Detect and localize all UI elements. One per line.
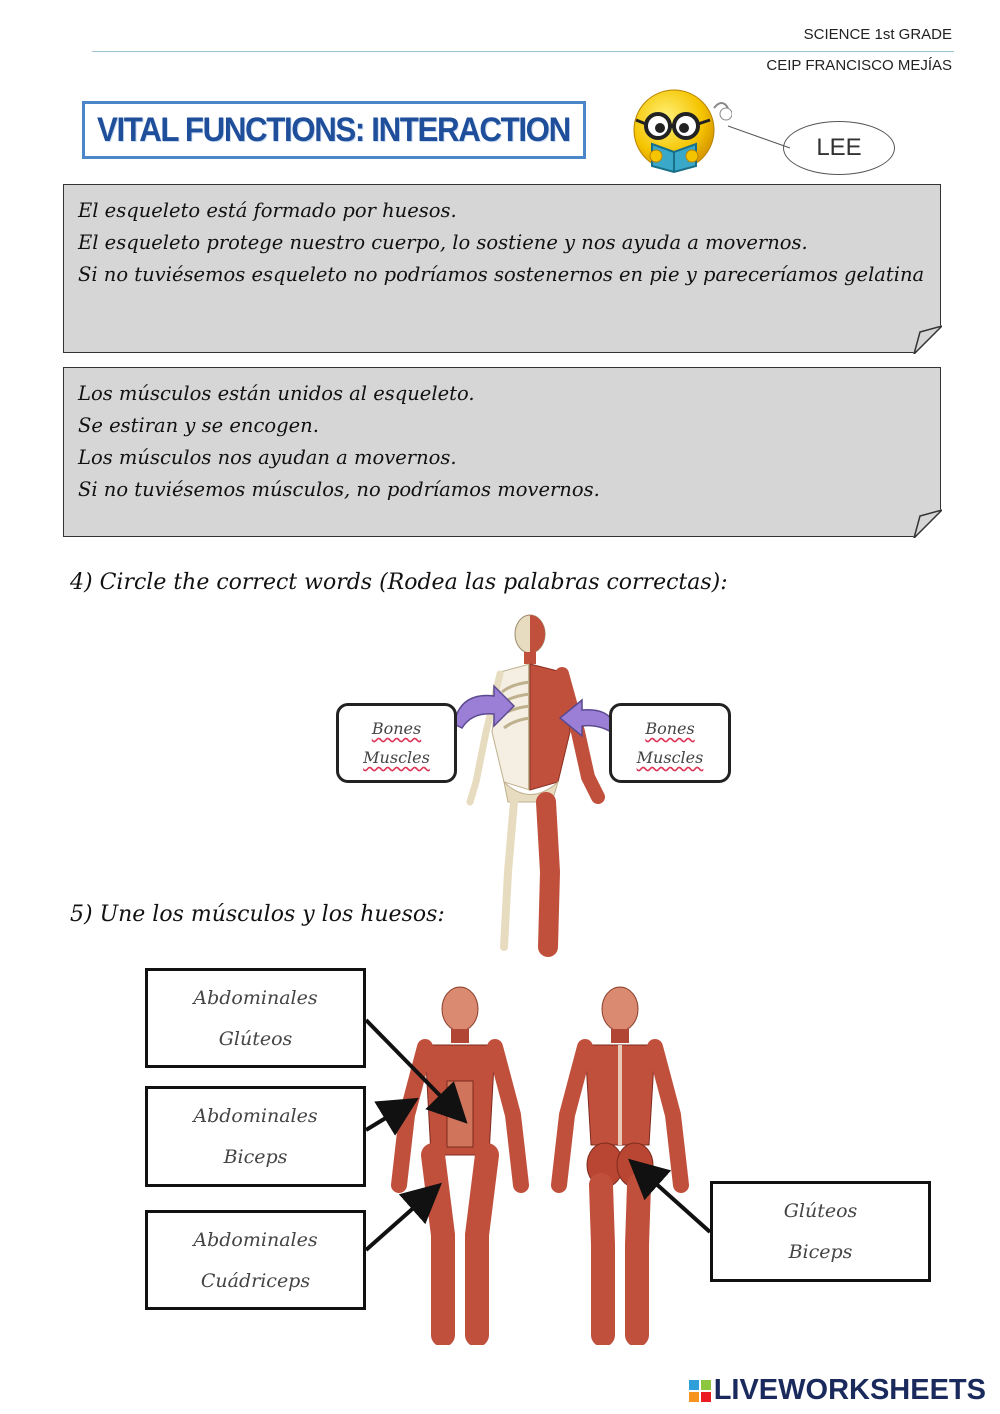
question-5: 5) Une los músculos y los huesos:	[70, 902, 445, 927]
speech-bubble-label: LEE	[816, 134, 862, 161]
word-option-muscles[interactable]: Muscles	[363, 748, 430, 767]
match-option-abdominales[interactable]: Abdominales	[193, 986, 318, 1009]
word-option-bones[interactable]: Bones	[371, 719, 422, 738]
word-option-bones[interactable]: Bones	[645, 719, 695, 738]
page-curl-icon	[912, 508, 942, 538]
skeleton-line-2: El esqueleto protege nuestro cuerpo, lo sostiene y nos ayuda a movernos.	[78, 231, 808, 254]
match-option-gluteos[interactable]: Glúteos	[783, 1199, 858, 1222]
muscles-line-1: Los músculos están unidos al esqueleto.	[78, 382, 475, 405]
header-divider	[92, 51, 954, 52]
skeleton-info-panel	[63, 184, 941, 353]
page-curl-icon	[912, 324, 942, 354]
speech-bubble	[783, 121, 895, 175]
match-box-4	[710, 1181, 931, 1282]
arrow-to-quadriceps-icon	[366, 1188, 436, 1250]
skeleton-line-1: El esqueleto está formado por huesos.	[78, 199, 457, 222]
word-option-muscles[interactable]: Muscles	[636, 748, 704, 767]
match-box-2	[145, 1086, 366, 1187]
header-grade: SCIENCE 1st GRADE	[803, 26, 952, 43]
arrow-to-glutes-icon	[634, 1164, 710, 1232]
skeleton-line-3: Si no tuviésemos esqueleto no podríamos sostenernos en pie y pareceríamos gelatina	[78, 263, 925, 286]
match-option-biceps[interactable]: Biceps	[788, 1241, 853, 1264]
question-4: 4) Circle the correct words (Rodea las palabras correctas):	[70, 570, 728, 595]
match-option-gluteos[interactable]: Glúteos	[218, 1027, 293, 1050]
title-box	[82, 101, 586, 159]
page-title: VITAL FUNCTIONS: INTERACTION	[97, 110, 570, 149]
reading-emoji-icon	[622, 86, 732, 176]
word-choice-right	[609, 703, 731, 783]
word-choice-left	[336, 703, 457, 783]
arrow-to-biceps-icon	[366, 1102, 412, 1130]
footer-brand	[689, 1374, 986, 1407]
arrow-to-muscle-icon	[560, 700, 614, 736]
match-option-biceps[interactable]: Biceps	[223, 1146, 288, 1169]
match-option-abdominales[interactable]: Abdominales	[193, 1104, 318, 1127]
purple-arrows	[450, 680, 620, 750]
muscles-info-panel	[63, 367, 941, 537]
liveworksheets-logo-icon	[689, 1380, 711, 1402]
skeleton-muscle-figure	[440, 612, 620, 957]
match-box-1	[145, 968, 366, 1068]
match-option-abdominales[interactable]: Abdominales	[193, 1228, 318, 1251]
muscles-line-3: Los músculos nos ayudan a movernos.	[78, 446, 457, 469]
header-school: CEIP FRANCISCO MEJÍAS	[766, 57, 952, 74]
arrow-to-skeleton-icon	[454, 686, 514, 728]
match-option-cuadriceps[interactable]: Cuádriceps	[200, 1269, 311, 1292]
match-box-3	[145, 1210, 366, 1310]
footer-brand-text: LIVEWORKSHEETS	[713, 1374, 986, 1406]
arrow-to-abdominals-icon	[366, 1020, 462, 1118]
muscles-line-2: Se estiran y se encogen.	[78, 414, 319, 437]
muscles-line-4: Si no tuviésemos músculos, no podríamos movernos.	[78, 478, 600, 501]
